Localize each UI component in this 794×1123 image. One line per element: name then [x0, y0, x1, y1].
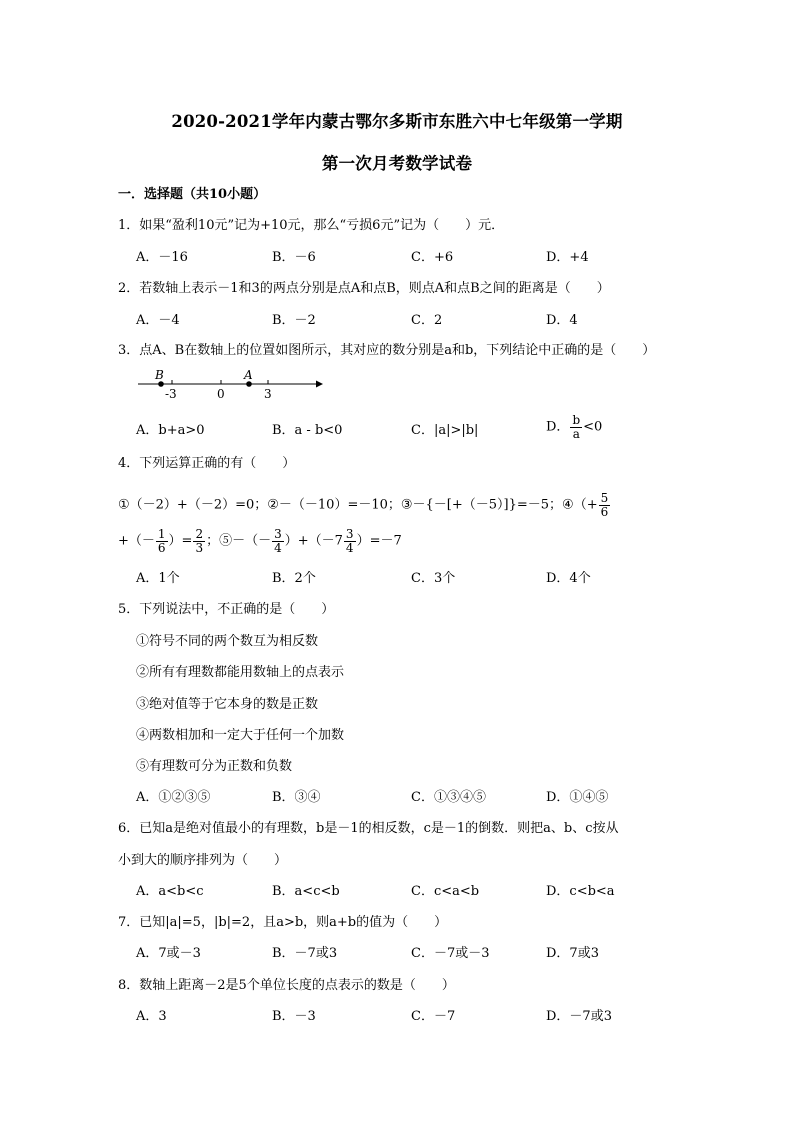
- q5-statement-3: ③绝对值等于它本身的数是正数: [136, 697, 319, 712]
- q4-line2-text-d: ）+（－7: [284, 533, 343, 549]
- q2-option-a: A．－4: [136, 313, 180, 328]
- q4-line2-fraction-2: [193, 528, 205, 555]
- q4-line2-fraction-3: [272, 528, 284, 555]
- q6-option-b: B．a<c<b: [272, 884, 340, 899]
- fraction-denominator: 3: [195, 541, 204, 555]
- q6-option-a: A．a<b<c: [136, 884, 204, 899]
- q8-option-a: A．3: [136, 1009, 167, 1024]
- page-title: 2020-2021学年内蒙古鄂尔多斯市东胜六中七年级第一学期: [171, 112, 623, 131]
- q2-option-b: B．－2: [272, 313, 316, 328]
- label-point-a: A: [244, 368, 253, 382]
- q8-option-b: B．－3: [272, 1009, 316, 1024]
- question-4-stem: 4．下列运算正确的有（ ）: [118, 456, 296, 471]
- fraction-denominator: 4: [274, 541, 282, 555]
- q2-option-c: C．2: [411, 313, 443, 328]
- q3-option-a: A．b+a>0: [136, 423, 205, 438]
- q4-line1-text: ①（－2）+（－2）=0；②－（－10）=－10；③－{－[+（－5）]}=－5；④（+: [118, 497, 598, 513]
- q1-option-d: D．+4: [546, 250, 589, 265]
- q5-option-a: A．①②③⑤: [136, 790, 211, 805]
- point-b: [158, 381, 164, 387]
- question-3-stem: 3．点A、B在数轴上的位置如图所示，其对应的数分别是a和b，下列结论中正确的是（ ）: [118, 343, 656, 358]
- q3-option-d-label: D．: [546, 419, 570, 435]
- q4-expression-line1: [118, 492, 611, 519]
- question-6-stem-line2: 小到大的顺序排列为（ ）: [118, 853, 288, 868]
- q4-line2-text-c: ；⑤－（－: [206, 533, 272, 549]
- q5-option-d: D．①④⑤: [546, 790, 609, 805]
- section-heading: 一．选择题（共10小题）: [118, 187, 267, 202]
- q4-option-b: B．2个: [272, 571, 316, 586]
- label-tick-0: 0: [217, 387, 225, 401]
- q4-expression-line2: [118, 528, 402, 555]
- q8-option-d: D．－7或3: [546, 1009, 612, 1024]
- point-a: [246, 381, 252, 387]
- q1-option-b: B．－6: [272, 250, 316, 265]
- q5-statement-4: ④两数相加和一定大于任何一个加数: [136, 728, 345, 743]
- q6-option-c: C．c<a<b: [411, 884, 480, 899]
- q7-option-c: C．－7或－3: [411, 946, 490, 961]
- question-8-stem: 8．数轴上距离－2是5个单位长度的点表示的数是（ ）: [118, 978, 455, 993]
- q4-line2-text-e: ）=－7: [356, 533, 402, 549]
- fraction-denominator: 4: [345, 541, 354, 555]
- q4-line2-text-a: +（－: [118, 533, 155, 549]
- question-7-stem: 7．已知|a|=5，|b|=2，且a>b，则a+b的值为（ ）: [118, 915, 448, 930]
- q1-option-a: A．－16: [136, 250, 188, 265]
- q8-option-c: C．－7: [411, 1009, 456, 1024]
- fraction-numerator: 3: [274, 527, 282, 541]
- fraction-numerator: 1: [157, 527, 166, 541]
- question-2-stem: 2．若数轴上表示－1和3的两点分别是点A和点B，则点A和点B之间的距离是（ ）: [118, 281, 610, 296]
- q5-statement-1: ①符号不同的两个数互为相反数: [136, 634, 319, 649]
- label-tick-3: 3: [264, 387, 272, 401]
- q5-statement-2: ②所有有理数都能用数轴上的点表示: [136, 665, 345, 680]
- question-6-stem-line1: 6．已知a是绝对值最小的有理数，b是－1的相反数，c是－1的倒数．则把a、b、c按从: [118, 821, 619, 836]
- q4-line2-fraction-4: [344, 528, 356, 555]
- fraction-numerator: b: [572, 413, 581, 427]
- q2-option-d: D．4: [546, 313, 578, 328]
- fraction-numerator: 3: [345, 527, 354, 541]
- q3-option-c: C．|a|>|b|: [411, 423, 479, 438]
- page-subtitle: 第一次月考数学试卷: [321, 154, 473, 173]
- question-1-stem: 1．如果“盈利10元”记为+10元，那么“亏损6元”记为（ ）元．: [118, 218, 505, 233]
- q1-option-c: C．+6: [411, 250, 454, 265]
- q5-statement-5: ⑤有理数可分为正数和负数: [136, 759, 293, 774]
- q3-option-d-tail: <0: [583, 419, 603, 435]
- fraction-denominator: 6: [157, 541, 166, 555]
- q5-option-b: B．③④: [272, 790, 321, 805]
- fraction-numerator: 5: [600, 491, 609, 505]
- fraction-numerator: 2: [195, 527, 204, 541]
- number-line-arrow: [316, 381, 323, 388]
- question-5-stem: 5．下列说法中，不正确的是（ ）: [118, 602, 335, 617]
- q3-option-d: [546, 414, 602, 441]
- q7-option-b: B．－7或3: [272, 946, 338, 961]
- q3-option-b: B．a - b<0: [272, 423, 343, 438]
- fraction-denominator: 6: [600, 505, 609, 519]
- q4-option-a: A．1个: [136, 571, 180, 586]
- label-tick-neg3: -3: [165, 387, 177, 401]
- number-line-figure: [134, 368, 344, 404]
- q4-line1-fraction: [599, 492, 611, 519]
- q4-option-d: D．4个: [546, 571, 591, 586]
- q7-option-a: A．7或－3: [136, 946, 201, 961]
- q4-line2-fraction-1: [156, 528, 168, 555]
- fraction-denominator: a: [572, 427, 580, 441]
- q4-option-c: C．3个: [411, 571, 456, 586]
- q3-option-d-fraction: [570, 414, 582, 441]
- q4-line2-text-b: ）=: [168, 533, 193, 549]
- q5-option-c: C．①③④⑤: [411, 790, 486, 805]
- q6-option-d: D．c<b<a: [546, 884, 615, 899]
- q7-option-d: D．7或3: [546, 946, 599, 961]
- label-point-b: B: [155, 368, 164, 382]
